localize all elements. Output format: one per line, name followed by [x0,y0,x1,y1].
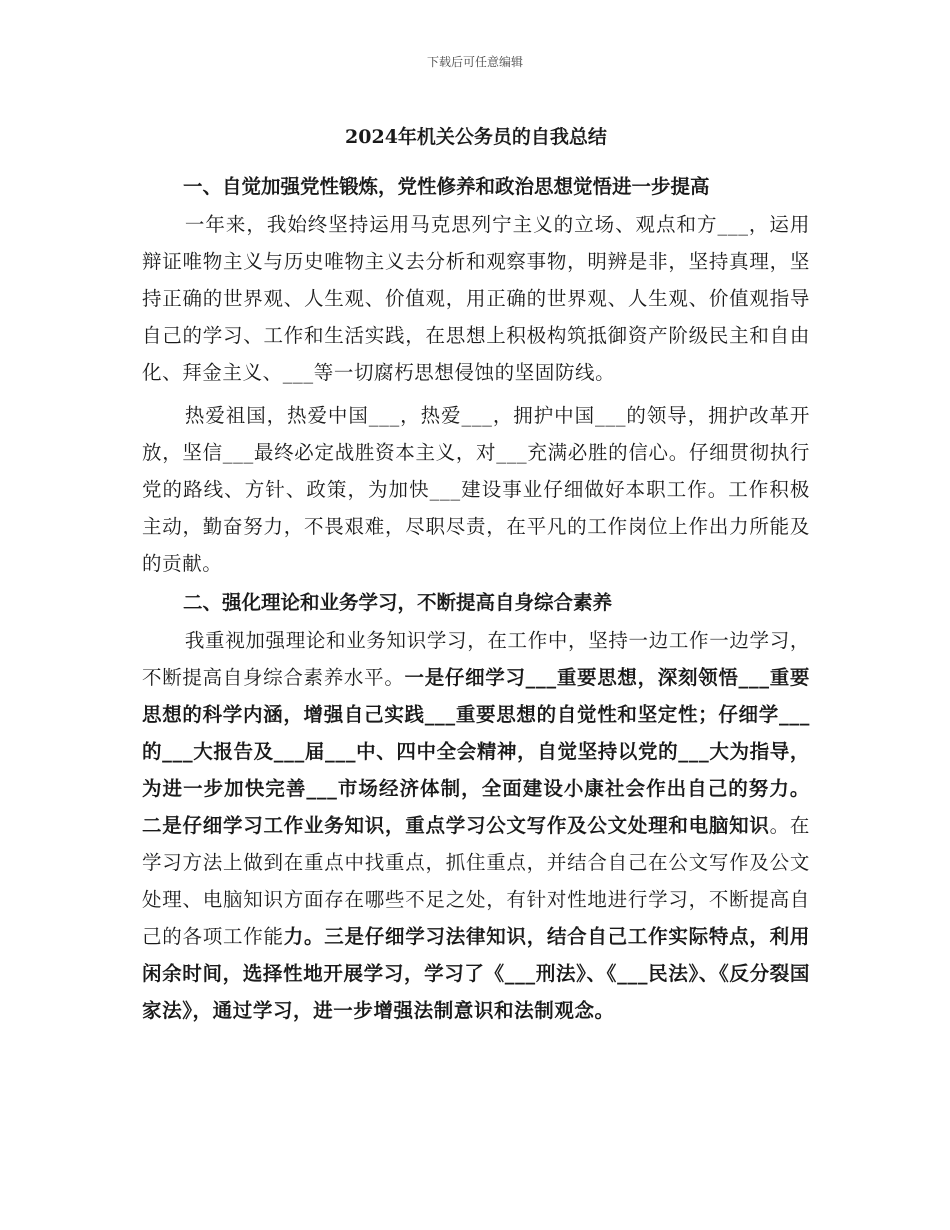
document-title: 2024年机关公务员的自我总结 [345,126,607,148]
section-1-paragraph-1: 一年来，我始终坚持运用马克思列宁主义的立场、观点和方___，运用辩证唯物主义与历史唯物主义去分析和观察事物，明辨是非，坚持真理，坚持正确的世界观、人生观、价值观，用正确的世界观、人生观、价值观指导自己的学习、工作和生活实践，在思想上积极构筑抵御资产阶级民主和自由化、拜金主义、___等一切腐朽思想侵蚀的坚固防线。 [142,213,810,384]
section-1-heading: 一、自觉加强党性锻炼，党性修养和政治思想觉悟进一步提高 [182,175,710,198]
document-body [142,122,810,1035]
section-2-heading: 二、强化理论和业务学习，不断提高自身综合素养 [182,591,612,614]
study-method-text: 。在学习方法上做到在重点中找重点，抓住重点，并结合自己在公文写作及公文处理、电脑知识方面存在哪些不足之处，有针对性地进行学习，不断提高自己的各项工作能 [142,814,811,948]
study-points-bold-1: 一是仔细学习___重要思想，深刻领悟___重要思想的科学内涵，增强自己实践___重要思想的自觉性和坚定性；仔细学___的___大报告及___届___中、四中全会精神，自觉坚持以党的___大为指导，为进一步加快完善___市场经济体制，全面建设小康社会作出自己的努力。二是仔细学习工作业务知识，重点学习公文写作及公文处理和电脑知识 [142,666,810,837]
section-1-paragraph-2: 热爱祖国，热爱中国___，热爱___，拥护中国___的领导，拥护改革开放，坚信___最终必定战胜资本主义，对___充满必胜的信心。仔细贯彻执行党的路线、方针、政策，为加快___建设事业仔细做好本职工作。工作积极主动，勤奋努力，不畏艰难，尽职尽责，在平凡的工作岗位上作出力所能及的贡献。 [142,404,810,575]
section-2-paragraph-1 [142,622,810,1029]
study-intro-text: 我重视加强理论和业务知识学习，在工作中，坚持一边工作一边学习，不断提高自身综合素养水平。 [142,629,810,689]
page-header: 下载后可任意编辑 [426,55,523,69]
study-points-bold-2: 力。三是仔细学习法律知识，结合自己工作实际特点，利用闲余时间，选择性地开展学习，学习了《___刑法》、《___民法》、《反分裂国家法》，通过学习，进一步增强法制意识和法制观念。 [142,925,810,1022]
